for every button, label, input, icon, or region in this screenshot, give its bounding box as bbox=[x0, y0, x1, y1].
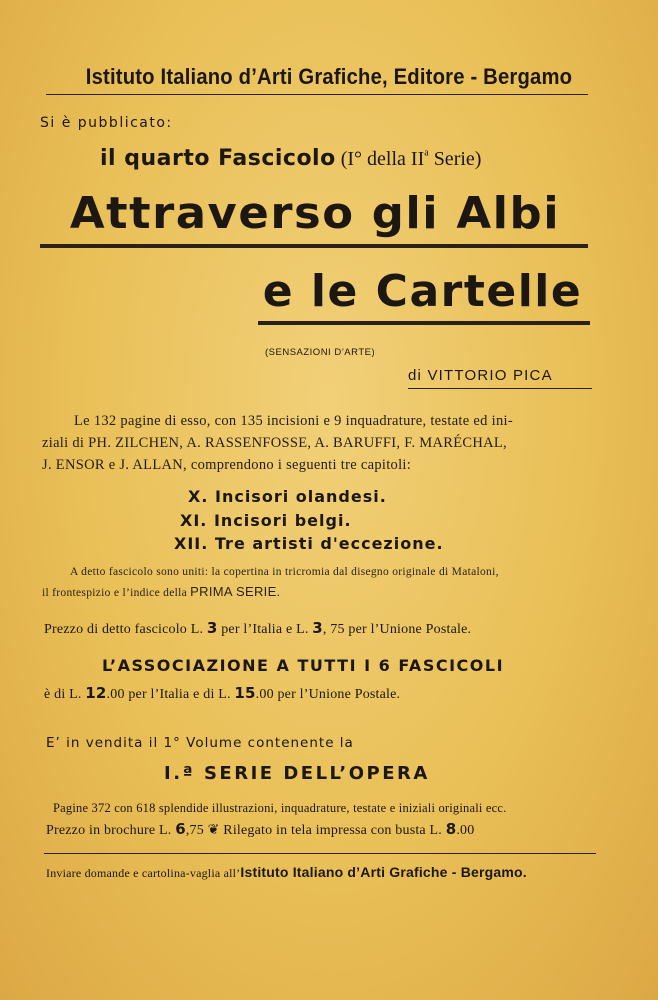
association-price-italy: 12 bbox=[85, 684, 107, 702]
author-line: di VITTORIO PICA bbox=[408, 367, 553, 384]
chapter-item: X. Incisori olandesi. bbox=[188, 487, 387, 506]
description-line-2: ziali di PH. ZILCHEN, A. RASSENFOSSE, A. BARUFFI, F. MARÉCHAL, bbox=[42, 435, 507, 451]
header-rule bbox=[46, 94, 588, 95]
published-notice: Si è pubblicato: bbox=[40, 115, 173, 131]
price-text: .00 per l’Unione Postale. bbox=[255, 687, 401, 702]
author-rule bbox=[408, 388, 592, 389]
fascicolo-series-sup: a bbox=[424, 147, 429, 159]
price-bound: 8 bbox=[445, 820, 457, 838]
fascicolo-series-end: Serie) bbox=[428, 148, 482, 170]
association-price-union: 15 bbox=[234, 684, 256, 702]
subtitle: (SENSAZIONI D’ARTE) bbox=[265, 347, 376, 358]
price-text: .00 bbox=[456, 823, 475, 838]
footer-text: Inviare domande e cartolina-vaglia all’ bbox=[46, 866, 241, 880]
price-union: 3 bbox=[312, 619, 323, 637]
fascicolo-bold: il quarto Fascicolo bbox=[100, 146, 336, 171]
attachments-line-2 bbox=[42, 584, 280, 599]
publisher-header: Istituto Italiano d’Arti Grafiche, Editore - Bergamo bbox=[85, 64, 573, 89]
chapter-item: XII. Tre artisti d'eccezione. bbox=[174, 534, 444, 553]
association-price-line bbox=[44, 684, 400, 703]
fascicolo-price-line bbox=[44, 619, 471, 638]
fascicolo-series: (I° della II bbox=[335, 148, 425, 170]
price-text: Prezzo in brochure L. bbox=[46, 823, 176, 838]
title-line-1: Attraverso gli Albi bbox=[69, 188, 561, 239]
price-text: ,75 bbox=[185, 823, 208, 838]
prima-serie-label: PRIMA SERIE. bbox=[190, 584, 281, 599]
floral-ornament-icon: ❦ bbox=[207, 822, 220, 838]
association-heading: L’ASSOCIAZIONE A TUTTI I 6 FASCICOLI bbox=[102, 656, 505, 675]
price-text: .00 per l’Italia e di L. bbox=[106, 687, 235, 702]
description-line-3: J. ENSOR e J. ALLAN, comprendono i seguenti tre capitoli: bbox=[42, 457, 412, 473]
volume-on-sale: E’ in vendita il 1° Volume contenente la bbox=[46, 735, 354, 751]
title-rule-2 bbox=[258, 321, 590, 325]
price-italy: 3 bbox=[206, 619, 218, 637]
attachments-text: il frontespizio e l’indice della bbox=[42, 587, 191, 599]
description-line-1: Le 132 pagine di esso, con 135 incisioni e 9 inquadrature, testate ed ini- bbox=[74, 413, 513, 429]
footer-publisher: Istituto Italiano d’Arti Grafiche - Bergamo. bbox=[240, 864, 527, 880]
price-text: per l’Italia e L. bbox=[217, 622, 313, 637]
price-text: , 75 per l’Unione Postale. bbox=[322, 622, 472, 637]
volume-pages: Pagine 372 con 618 splendide illustrazioni, inquadrature, testate e iniziali originali ecc. bbox=[53, 801, 507, 815]
price-text: Prezzo di detto fascicolo L. bbox=[44, 622, 207, 637]
footer-line bbox=[46, 864, 527, 881]
series-title: I.ª SERIE DELL’OPERA bbox=[164, 763, 430, 784]
chapter-item: XI. Incisori belgi. bbox=[180, 511, 352, 530]
price-text: è di L. bbox=[44, 687, 86, 702]
price-brochure: 6 bbox=[175, 820, 186, 838]
attachments-line-1: A detto fascicolo sono uniti: la copertina in tricromia dal disegno originale di Mataloni, bbox=[70, 566, 499, 578]
title-line-2: e le Cartelle bbox=[262, 266, 583, 317]
title-rule-1 bbox=[40, 244, 588, 248]
price-text: Rilegato in tela impressa con busta L. bbox=[219, 823, 446, 838]
fascicolo-line bbox=[100, 142, 481, 172]
volume-price-line bbox=[46, 820, 474, 839]
footer-rule bbox=[44, 853, 596, 854]
